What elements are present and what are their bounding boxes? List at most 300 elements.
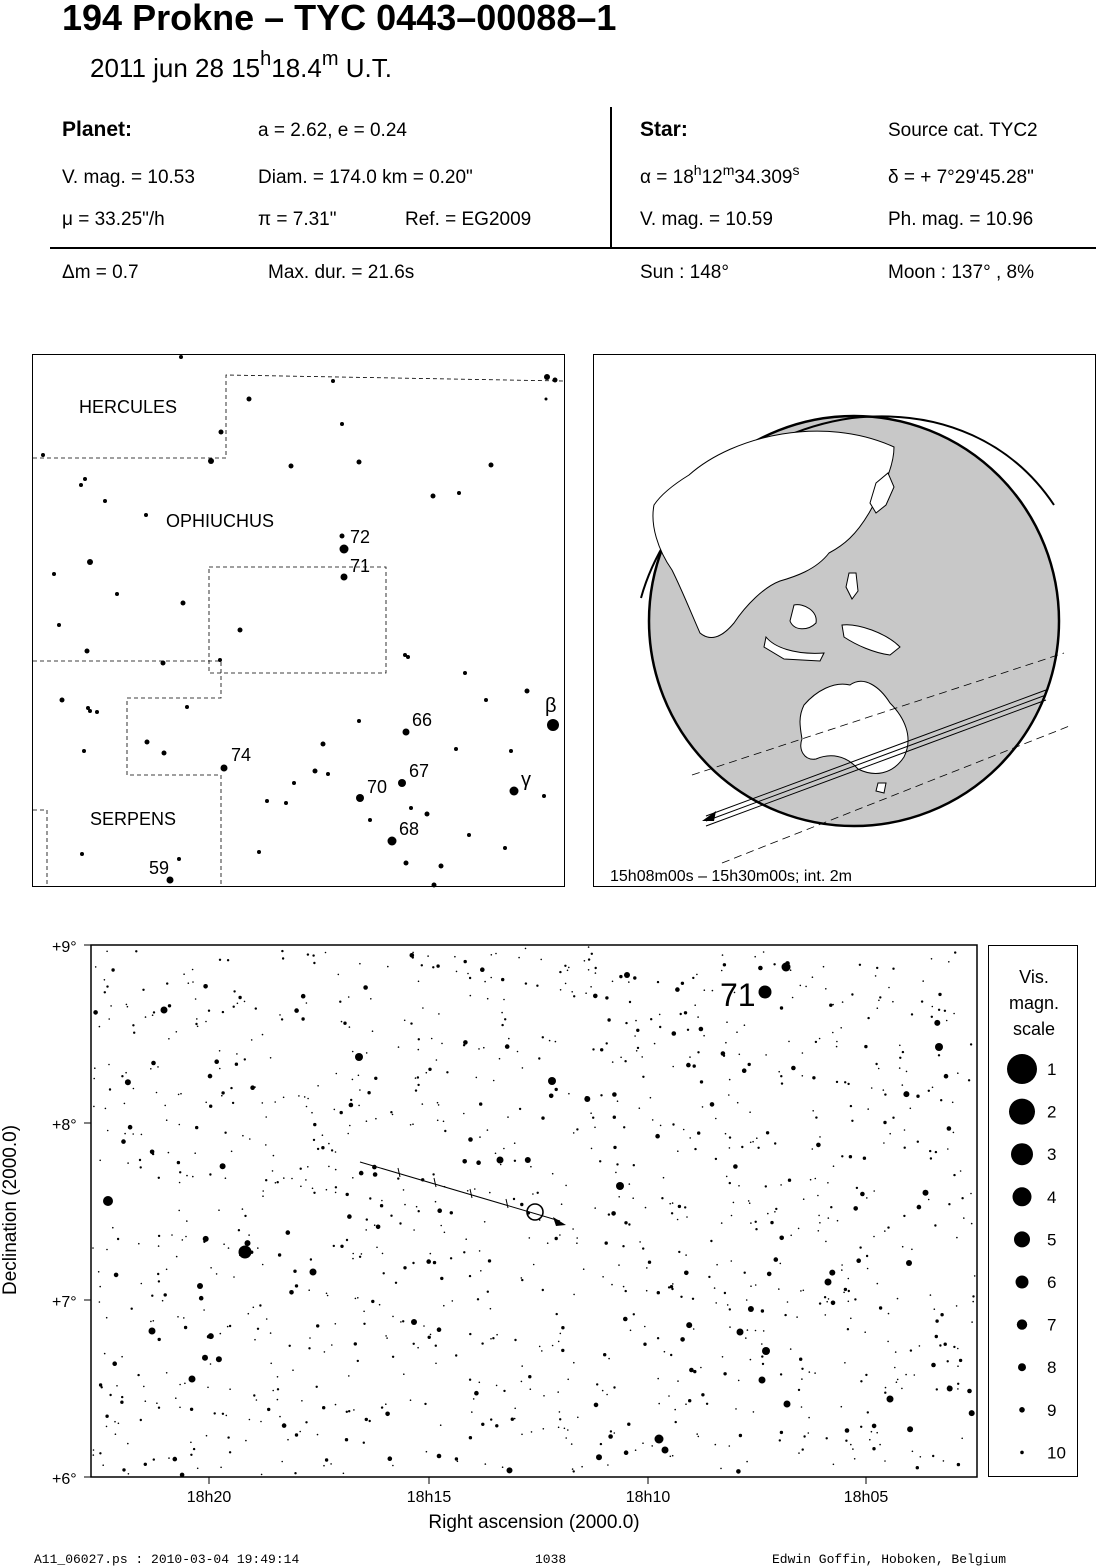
field-star [923, 1190, 929, 1196]
field-star [93, 1106, 95, 1108]
field-star [680, 1296, 682, 1298]
field-star [879, 996, 881, 998]
field-star [871, 1431, 873, 1433]
field-star [812, 976, 814, 978]
field-star [866, 1197, 868, 1199]
field-star [301, 994, 306, 999]
field-star [788, 1041, 790, 1043]
field-star [879, 1444, 881, 1446]
bright-field-star [762, 1347, 770, 1355]
field-star [413, 1343, 415, 1345]
field-star [914, 1374, 916, 1376]
field-star [739, 1054, 741, 1056]
field-star [761, 1355, 763, 1357]
field-star [856, 1187, 858, 1189]
field-star [224, 1132, 226, 1134]
field-star [738, 1380, 740, 1382]
scale-label-mag-2: 2 [1047, 1102, 1057, 1122]
field-star [468, 1137, 473, 1142]
field-star [153, 1320, 155, 1322]
field-star [248, 1313, 250, 1315]
field-star [106, 951, 108, 953]
field-star [203, 1236, 209, 1242]
field-star [532, 1193, 534, 1195]
field-star [798, 1452, 800, 1454]
field-star [780, 1075, 782, 1077]
field-star [607, 1018, 610, 1021]
field-star [328, 1143, 330, 1145]
field-star [677, 1150, 679, 1152]
field-star [837, 1220, 839, 1222]
field-star [623, 1126, 625, 1128]
field-star [903, 1091, 909, 1097]
field-star [222, 1413, 224, 1415]
field-star [184, 1383, 186, 1385]
star-heading: Star: [640, 118, 688, 141]
field-star [560, 989, 562, 991]
field-star [899, 1057, 901, 1059]
field-star [422, 1103, 424, 1105]
field-star [179, 1407, 181, 1409]
field-star [706, 1403, 708, 1405]
field-star [168, 1038, 170, 1040]
field-star [845, 1440, 847, 1442]
field-star [281, 950, 283, 952]
field-star [158, 1338, 161, 1341]
field-star [427, 955, 429, 957]
field-star [722, 954, 724, 956]
field-star [630, 1330, 632, 1332]
field-star [755, 1284, 757, 1286]
field-star [537, 1192, 539, 1194]
field-star [310, 1258, 312, 1260]
field-star [277, 1181, 279, 1183]
field-star [859, 1246, 861, 1248]
field-star [327, 1295, 329, 1297]
map-star [340, 534, 345, 539]
field-star [428, 1068, 431, 1071]
map-star [525, 689, 530, 694]
field-star [812, 1148, 814, 1150]
field-star [761, 1343, 763, 1345]
scale-dot-mag-2 [1009, 1099, 1035, 1125]
field-star [352, 1253, 354, 1255]
field-star [132, 1024, 134, 1026]
field-star [433, 1261, 436, 1264]
field-star [668, 1395, 670, 1397]
field-star [860, 1192, 865, 1197]
field-star [311, 1112, 313, 1114]
field-star [644, 1326, 646, 1328]
field-star [326, 1189, 328, 1191]
field-star [514, 1142, 516, 1144]
map-star [553, 378, 558, 383]
bright-field-star [784, 1401, 791, 1408]
field-star [605, 1241, 608, 1244]
field-star [306, 1002, 308, 1004]
field-star [641, 1056, 643, 1058]
field-star [358, 1105, 360, 1107]
field-star [742, 1068, 747, 1073]
field-star [348, 996, 350, 998]
field-star [938, 1009, 940, 1011]
map-star [331, 379, 335, 383]
field-star [735, 1408, 737, 1410]
map-star [432, 883, 437, 888]
bright-field-star [759, 1377, 766, 1384]
field-star [504, 1018, 506, 1020]
field-star [336, 1073, 338, 1075]
y-tick-label: +9° [52, 939, 77, 956]
field-star [731, 1215, 733, 1217]
field-star [727, 1304, 729, 1306]
field-star [259, 1304, 261, 1306]
field-star [463, 1251, 465, 1253]
field-star [959, 1359, 962, 1362]
field-star [867, 1411, 869, 1413]
field-star [479, 1250, 481, 1252]
field-star [629, 1183, 631, 1185]
field-star [138, 1243, 140, 1245]
field-star [819, 1302, 821, 1304]
scale-dot-mag-1 [1007, 1054, 1037, 1084]
field-star [440, 1277, 443, 1280]
field-star [824, 1296, 826, 1298]
field-star [463, 1113, 465, 1115]
star-source: Source cat. TYC2 [888, 120, 1038, 141]
field-star [701, 1393, 704, 1396]
field-star [365, 1418, 368, 1421]
field-star [417, 1347, 419, 1349]
field-star [128, 1125, 133, 1130]
field-star [114, 1421, 116, 1423]
field-star [721, 1051, 726, 1056]
field-star [939, 1344, 941, 1346]
field-star [866, 1255, 868, 1257]
field-star [221, 1095, 223, 1097]
field-star [953, 1174, 955, 1176]
field-star [875, 975, 877, 977]
field-star [561, 1326, 564, 1329]
field-star [142, 989, 144, 991]
field-star [744, 1272, 746, 1274]
field-star [114, 1273, 119, 1278]
field-star [624, 1450, 629, 1455]
field-star [141, 1283, 143, 1285]
field-star [932, 1006, 934, 1008]
field-star [109, 1394, 111, 1396]
field-star [957, 1365, 959, 1367]
field-star [634, 1035, 636, 1037]
field-star [642, 1442, 644, 1444]
field-star [651, 1445, 653, 1447]
field-star [774, 1142, 776, 1144]
field-star [675, 1421, 677, 1423]
field-star [736, 1031, 738, 1033]
map-star [357, 460, 362, 465]
field-star [803, 1290, 805, 1292]
field-star [672, 1066, 674, 1068]
field-star [581, 1466, 583, 1468]
field-star [450, 1257, 452, 1259]
field-star [345, 1438, 348, 1441]
field-star [780, 1263, 782, 1265]
field-star [98, 1271, 100, 1273]
field-star [179, 1124, 181, 1126]
field-star [729, 1182, 731, 1184]
field-star [227, 1326, 229, 1328]
field-star [652, 1119, 654, 1121]
scale-label-mag-1: 1 [1047, 1060, 1057, 1079]
field-star [619, 975, 622, 978]
field-star [867, 1268, 869, 1270]
map-star [489, 463, 494, 468]
field-star [585, 992, 587, 994]
field-star [222, 1011, 224, 1013]
star-label-66: 66 [412, 710, 433, 730]
field-star [684, 1011, 687, 1014]
field-star [774, 1211, 776, 1213]
field-star [606, 1042, 608, 1044]
field-star [312, 954, 314, 956]
field-star [416, 1206, 418, 1208]
field-star [972, 1301, 974, 1303]
field-star [207, 1387, 209, 1389]
field-star [810, 1179, 812, 1181]
event-time-ut: U.T. [338, 53, 392, 83]
map-star [356, 794, 364, 802]
field-star [137, 1374, 139, 1376]
field-star [158, 1245, 160, 1247]
field-star [322, 1134, 324, 1136]
field-star [257, 1328, 259, 1330]
field-star [325, 1458, 328, 1461]
field-star [595, 972, 597, 974]
field-star [659, 1014, 661, 1016]
field-star [710, 1102, 715, 1107]
field-star [260, 1421, 262, 1423]
field-star [168, 1152, 170, 1154]
field-star [168, 1457, 170, 1459]
field-star [144, 1463, 147, 1466]
field-star [412, 952, 414, 954]
field-star [559, 1418, 561, 1420]
field-star [972, 1295, 974, 1297]
field-star [845, 1428, 850, 1433]
field-star [490, 1418, 492, 1420]
moon-info: Moon : 137° , 8% [888, 262, 1034, 283]
field-star [197, 1026, 199, 1028]
field-star [305, 1421, 307, 1423]
field-star [242, 1208, 244, 1210]
field-star [828, 1217, 830, 1219]
field-star [635, 1020, 637, 1022]
field-star [292, 1369, 294, 1371]
field-star [826, 1437, 828, 1439]
field-star [281, 1461, 283, 1463]
field-star [270, 1332, 272, 1334]
field-star [920, 1456, 922, 1458]
field-star [248, 1234, 250, 1236]
x-tick-label: 18h05 [843, 1489, 889, 1506]
field-star [528, 1375, 531, 1378]
field-star [533, 1264, 535, 1266]
field-star [689, 1368, 694, 1373]
field-star [487, 998, 489, 1000]
field-star [256, 1399, 258, 1401]
field-star [661, 1197, 663, 1199]
field-star [525, 982, 527, 984]
field-star [670, 1354, 672, 1356]
map-star [542, 794, 546, 798]
field-star [904, 1129, 906, 1131]
map-star [161, 661, 166, 666]
field-star [556, 1313, 558, 1315]
field-star [387, 966, 389, 968]
field-star [961, 1438, 963, 1440]
field-star [361, 1253, 363, 1255]
scale-title-2: magn. [1008, 993, 1060, 1013]
field-star [192, 969, 194, 971]
field-star [628, 981, 630, 983]
field-star [883, 1142, 885, 1144]
field-star [790, 1348, 792, 1350]
field-star [729, 1326, 731, 1328]
field-star [847, 1328, 849, 1330]
field-star [455, 1354, 457, 1356]
map-star [80, 852, 84, 856]
field-star [911, 1249, 913, 1251]
field-star [694, 1148, 696, 1150]
field-star [397, 1177, 399, 1179]
field-star [196, 1018, 198, 1020]
field-star [809, 1371, 811, 1373]
field-star [157, 1066, 159, 1068]
field-star [697, 1016, 699, 1018]
field-star [104, 979, 106, 981]
field-star [525, 948, 527, 950]
field-star [383, 1272, 385, 1274]
map-star [219, 430, 224, 435]
field-star [313, 1123, 316, 1126]
map-star [85, 649, 90, 654]
field-star [738, 1185, 740, 1187]
map-star [484, 698, 488, 702]
field-star [210, 1267, 212, 1269]
field-star [650, 1097, 652, 1099]
map-star [545, 398, 548, 401]
field-star [301, 1017, 304, 1020]
field-star [262, 1264, 264, 1266]
field-star [350, 1099, 352, 1101]
field-star [495, 953, 497, 955]
x-tick-label: 18h20 [186, 1489, 232, 1506]
field-star [729, 1136, 731, 1138]
field-star [947, 1386, 953, 1392]
scale-label-mag-5: 5 [1047, 1230, 1057, 1250]
field-star [410, 1022, 412, 1024]
field-star [225, 1177, 227, 1179]
field-star [625, 1022, 627, 1024]
field-star [947, 1360, 949, 1362]
scale-dot-mag-10 [1020, 1451, 1024, 1455]
field-star [481, 1342, 483, 1344]
field-star [110, 1005, 112, 1007]
field-star [565, 1437, 567, 1439]
field-star [307, 953, 309, 955]
field-star [907, 1426, 913, 1432]
field-star [636, 1050, 638, 1052]
field-star [729, 1147, 731, 1149]
y-tick-label: +7° [52, 1294, 77, 1311]
field-star [190, 1454, 192, 1456]
field-star [818, 1215, 820, 1217]
field-star [359, 1089, 361, 1091]
field-star [220, 1163, 226, 1169]
field-star [392, 1114, 394, 1116]
field-star [637, 1047, 639, 1049]
field-star [106, 1249, 108, 1251]
field-star [262, 1102, 264, 1104]
field-star [270, 1363, 272, 1365]
field-star [741, 1146, 743, 1148]
field-star [722, 1356, 724, 1358]
field-star [819, 1038, 821, 1040]
field-star [815, 1041, 817, 1043]
field-star [615, 1172, 617, 1174]
field-star [747, 1329, 749, 1331]
field-star [229, 1325, 231, 1327]
field-star [233, 1006, 235, 1008]
field-star [203, 984, 208, 989]
field-star [572, 1228, 574, 1230]
field-star [467, 973, 469, 975]
field-star [270, 1057, 272, 1059]
field-star [944, 1343, 947, 1346]
field-star [341, 1021, 343, 1023]
field-star [93, 1010, 98, 1015]
field-star [867, 1017, 869, 1019]
field-star [910, 1108, 912, 1110]
field-star [179, 1384, 181, 1386]
field-star [171, 1234, 173, 1236]
field-star [693, 1328, 695, 1330]
star-delta: δ = + 7°29'45.28" [888, 167, 1034, 188]
field-star [636, 1029, 639, 1032]
field-star [602, 1390, 604, 1392]
field-star [479, 1136, 481, 1138]
star-label-70: 70 [367, 777, 388, 797]
field-star [753, 1411, 755, 1413]
field-star [469, 1436, 472, 1439]
map-star [292, 781, 296, 785]
field-star [299, 1431, 301, 1433]
field-star [352, 1258, 354, 1260]
field-star [105, 1415, 108, 1418]
field-star [156, 1402, 158, 1404]
field-star [495, 1153, 497, 1155]
field-star [437, 1120, 439, 1122]
map-star [181, 601, 186, 606]
field-star [324, 1351, 326, 1353]
field-star [704, 989, 706, 991]
field-star [844, 1081, 846, 1083]
globe-time-caption: 15h08m00s – 15h30m00s; int. 2m [610, 868, 852, 885]
max-duration: Max. dur. = 21.6s [268, 262, 415, 283]
field-star [372, 1030, 374, 1032]
field-star [716, 1264, 718, 1266]
field-star [686, 1063, 691, 1068]
